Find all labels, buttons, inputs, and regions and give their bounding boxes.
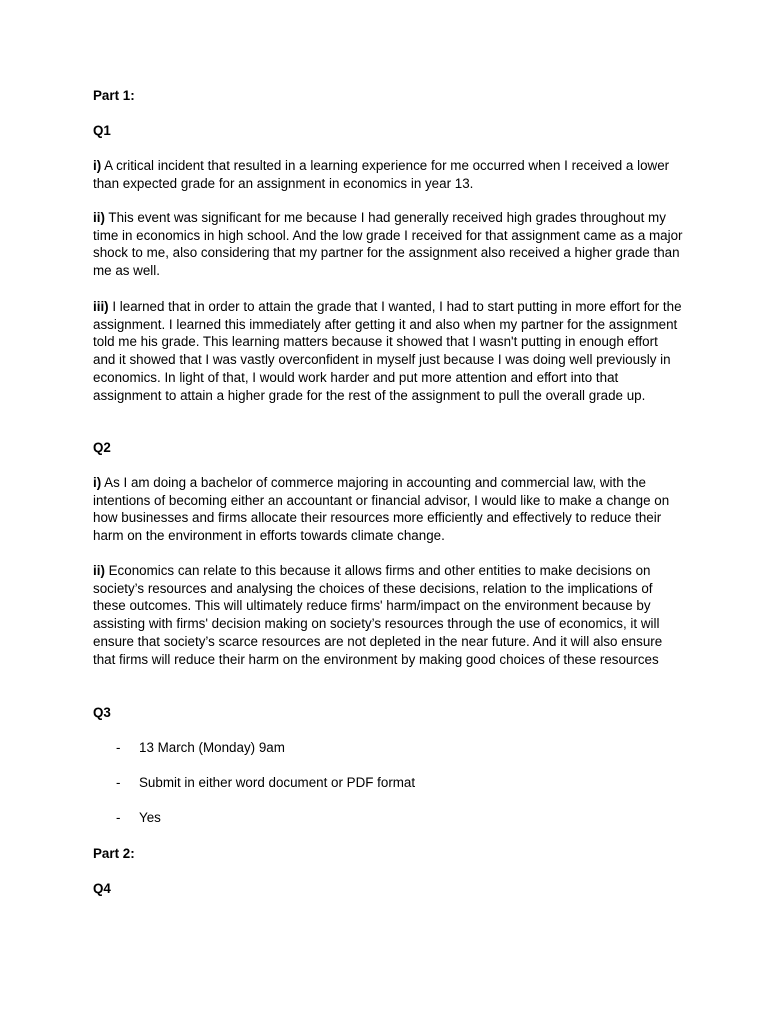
q1-i-text: A critical incident that resulted in a learning experience for me occurred when I received a lower than expected grade for an assignment in economics in year 13. (93, 158, 670, 191)
q1-i-label: i) (93, 158, 102, 173)
q1-answer-ii (93, 209, 683, 280)
q1-answer-iii (93, 298, 683, 404)
bullet-text: 13 March (Monday) 9am (139, 740, 285, 755)
q1-answer-i (93, 157, 683, 192)
q2-i-label: i) (93, 475, 102, 490)
q1-iii-label: iii) (93, 299, 109, 314)
part1-heading: Part 1: (93, 88, 135, 103)
bullet-dash: - (116, 810, 121, 825)
bullet-text: Submit in either word document or PDF format (139, 775, 416, 790)
q2-i-text: As I am doing a bachelor of commerce majoring in accounting and commercial law, with the intentions of becoming either an accountant or financial advisor, I would like to make a change on how businesses and firms allocate their resources more efficiently and effectively to reduce their harm on the environment in efforts towards climate change. (93, 475, 670, 544)
q1-iii-text: I learned that in order to attain the grade that I wanted, I had to start putting in more effort for the assignment. I learned this immediately after getting it and also when my partner for the assignment told me his grade. This learning matters because it showed that I wasn't putting in enough effort and it showed that I was vastly overconfident in myself just because I was doing well previously in economics. In light of that, I would work harder and put more attention and effort into that assignment to attain a higher grade for the rest of the assignment to pull the overall grade up. (93, 299, 682, 403)
q3-heading: Q3 (93, 705, 111, 720)
bullet-text: Yes (139, 810, 161, 825)
q2-ii-label: ii) (93, 563, 105, 578)
q2-answer-i (93, 474, 683, 545)
bullet-dash: - (116, 775, 121, 790)
bullet-dash: - (116, 740, 121, 755)
q1-ii-label: ii) (93, 210, 105, 225)
q1-heading: Q1 (93, 123, 111, 138)
part2-heading: Part 2: (93, 846, 135, 861)
q4-heading: Q4 (93, 881, 111, 896)
q2-ii-text: Economics can relate to this because it allows firms and other entities to make decisions on society’s resources and analysing the choices of these decisions, relation to the implications of these outcomes. This will ultimately reduce firms' harm/impact on the environment because by assisting with firms' decision making on society’s resources through the use of economics, it will ensure that society’s scarce resources are not depleted in the near future. And it will also ensure that firms will reduce their harm on the environment by making good choices of these resources (93, 563, 663, 667)
q2-heading: Q2 (93, 440, 111, 455)
q2-answer-ii (93, 562, 683, 668)
q1-ii-text: This event was significant for me because I had generally received high grades throughout my time in economics in high school. And the low grade I received for that assignment came as a major shock to me, also considering that my partner for the assignment also received a higher grade than me as well. (93, 210, 683, 279)
